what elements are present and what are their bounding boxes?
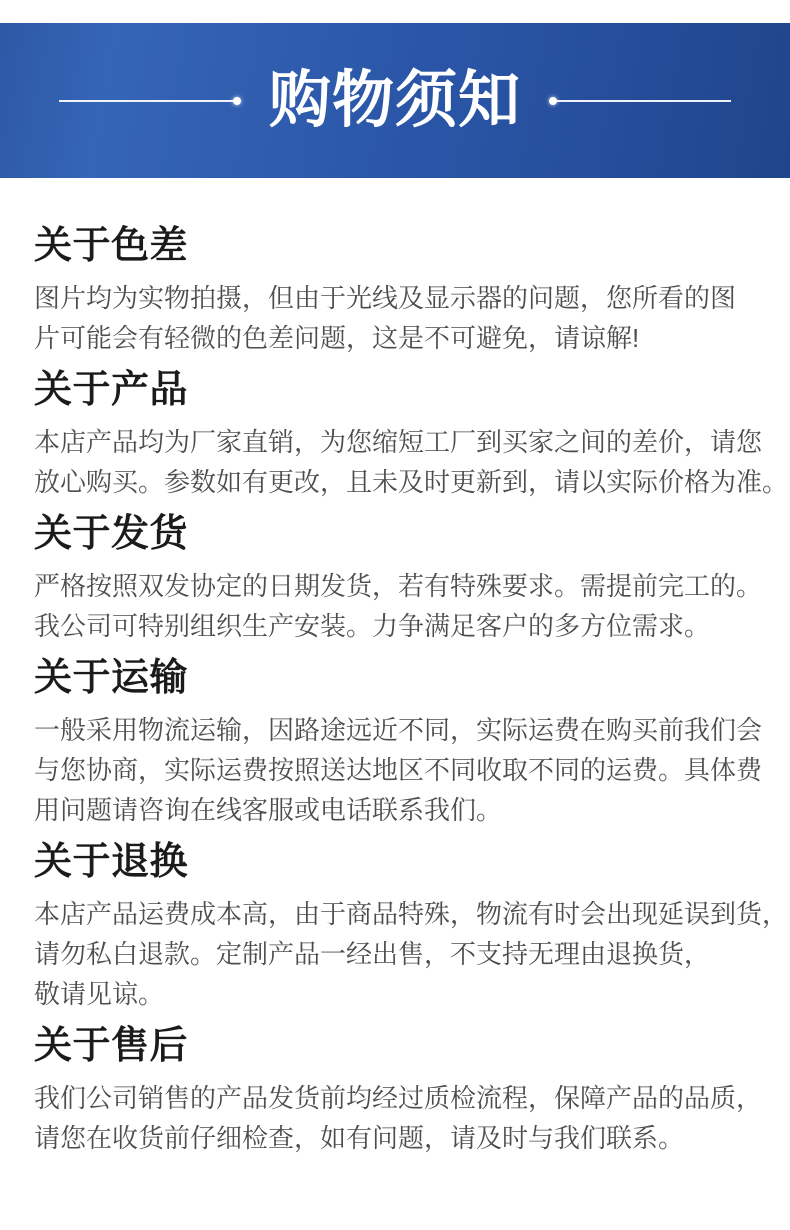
section-title-returns: 关于退换 — [34, 841, 189, 883]
text-line: 请勿私白退款。定制产品一经出售，不支持无理由退换货， — [34, 939, 711, 969]
section-text-returns — [34, 894, 789, 1014]
banner-divider-right — [549, 97, 731, 105]
text-line: 片可能会有轻微的色差问题，这是不可避免，请谅解! — [34, 323, 640, 353]
section-color-difference — [34, 224, 760, 358]
text-line: 放心购买。参数如有更改，且未及时更新到，请以实际价格为准。 — [34, 467, 789, 497]
section-after-sales — [34, 1024, 763, 1158]
text-line: 严格按照双发协定的日期发货，若有特殊要求。需提前完工的。 — [34, 571, 763, 601]
text-line: 图片均为实物拍摄，但由于光线及显示器的问题，您所看的图 — [34, 283, 737, 313]
divider-line — [59, 100, 234, 102]
text-line: 本店产品均为厂家直销，为您缩短工厂到买家之间的差价，请您 — [34, 427, 763, 457]
banner-divider-left — [59, 97, 241, 105]
section-text-after-sales — [34, 1078, 763, 1158]
notice-content — [0, 224, 790, 1158]
section-text-color-difference — [34, 278, 760, 358]
section-text-transport — [34, 710, 763, 830]
text-line: 敬请见谅。 — [34, 979, 165, 1009]
section-title-transport: 关于运输 — [34, 657, 189, 699]
text-line: 请您在收货前仔细检查，如有问题，请及时与我们联系。 — [34, 1123, 685, 1153]
text-line: 用问题请咨询在线客服或电话联系我们。 — [34, 795, 503, 825]
text-line: 与您协商，实际运费按照送达地区不同收取不同的运费。具体费 — [34, 755, 763, 785]
section-title-after-sales: 关于售后 — [34, 1025, 189, 1067]
section-product — [34, 368, 789, 502]
page-title: 购物须知 — [268, 65, 521, 135]
section-title-product: 关于产品 — [34, 369, 189, 411]
section-title-color-difference: 关于色差 — [34, 225, 189, 267]
section-shipping — [34, 512, 763, 646]
section-returns — [34, 840, 789, 1014]
banner — [0, 23, 790, 178]
section-text-shipping — [34, 566, 763, 646]
text-line: 一般采用物流运输，因路途远近不同，实际运费在购买前我们会 — [34, 715, 763, 745]
text-line: 我公司可特别组织生产安装。力争满足客户的多方位需求。 — [34, 611, 711, 641]
text-line: 本店产品运费成本高，由于商品特殊，物流有时会出现延误到货， — [34, 899, 789, 929]
section-title-shipping: 关于发货 — [34, 513, 189, 555]
section-transport — [34, 656, 763, 830]
divider-dot-icon — [233, 97, 241, 105]
divider-line — [556, 100, 731, 102]
section-text-product — [34, 422, 789, 502]
text-line: 我们公司销售的产品发货前均经过质检流程，保障产品的品质， — [34, 1083, 763, 1113]
